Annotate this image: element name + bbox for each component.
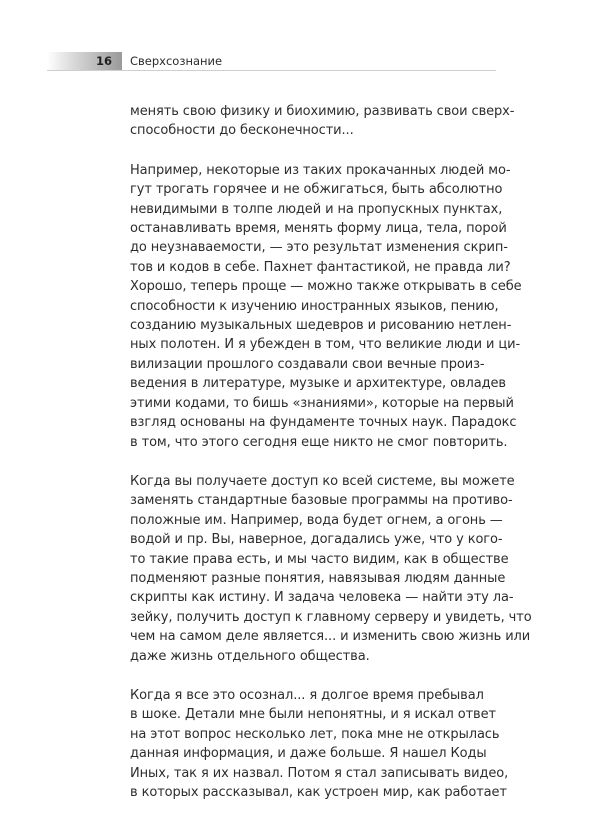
text-line: до неузнаваемости, — это результат изменения скрип- [130, 240, 508, 256]
text-line: подменяют разные понятия, навязывая людям данные [130, 570, 506, 586]
text-line: зейку, получить доступ к главному серверу и увидеть, что [130, 609, 532, 625]
text-line: останавливать время, менять форму лица, тела, порой [130, 221, 507, 237]
page-number: 16 [96, 54, 113, 68]
text-line: Когда вы получаете доступ ко всей системе, вы можете [130, 473, 515, 489]
text-line: этими кодами, то бишь «знаниями», которые на первый [130, 395, 514, 411]
text-line: в которых рассказывал, как устроен мир, как работает [130, 785, 507, 800]
text-line: Хорошо, теперь проще — можно также открывать в себе [130, 279, 522, 295]
text-line: способности к изучению иностранных языков, пению, [130, 298, 499, 314]
text-line: Например, некоторые из таких прокачанных людей мо- [130, 162, 511, 178]
text-line: в том, что этого сегодня еще никто не смог повторить. [130, 434, 508, 450]
text-line: в шоке. Детали мне были непонятны, и я искал ответ [130, 707, 496, 723]
text-line: тов и кодов в себе. Пахнет фантастикой, не правда ли? [130, 259, 511, 275]
running-title: Сверхсознание [130, 54, 223, 68]
text-line: вилизации прошлого создавали свои вечные произ- [130, 356, 485, 372]
text-line: взгляд основаны на фундаменте точных наук. Парадокс [130, 415, 517, 431]
paragraph [130, 102, 515, 141]
body-text [130, 102, 532, 822]
text-line: то такие права есть, и мы часто видим, как в обществе [130, 551, 509, 567]
text-line: созданию музыкальных шедевров и рисованию нетлен- [130, 318, 512, 334]
text-line: скрипты как истину. И задача человека — найти эту ла- [130, 590, 514, 606]
text-line: данная информация, и даже больше. Я нашел Коды [130, 746, 487, 762]
text-line: способности до бесконечности... [130, 123, 354, 139]
text-line: чем на самом деле является... и изменить свою жизнь или [130, 629, 531, 645]
text-line: ведения в литературе, музыке и архитектуре, овладев [130, 376, 506, 392]
text-line: Иных, так я их назвал. Потом я стал записывать видео, [130, 765, 509, 781]
paragraph [130, 161, 522, 452]
header-rule [47, 70, 496, 71]
text-line: даже жизнь отдельного общества. [130, 648, 370, 664]
paragraph [130, 472, 532, 666]
paragraph [130, 686, 509, 802]
text-line: менять свою физику и биохимию, развивать свои сверх- [130, 104, 515, 119]
text-line: гут трогать горячее и не обжигаться, быть абсолютно [130, 182, 503, 198]
text-line: ных полотен. И я убежден в том, что великие люди и ци- [130, 337, 521, 353]
text-line: положные им. Например, вода будет огнем, а огонь — [130, 512, 503, 528]
text-line: на этот вопрос несколько лет, пока мне не открылась [130, 726, 500, 742]
text-line: водой и пр. Вы, наверное, догадались уже, что у кого- [130, 532, 503, 548]
text-line: невидимыми в толпе людей и на пропускных пунктах, [130, 201, 503, 217]
text-line: заменять стандартные базовые программы на противо- [130, 493, 513, 509]
text-line: Когда я все это осознал... я долгое время пребывал [130, 687, 484, 703]
